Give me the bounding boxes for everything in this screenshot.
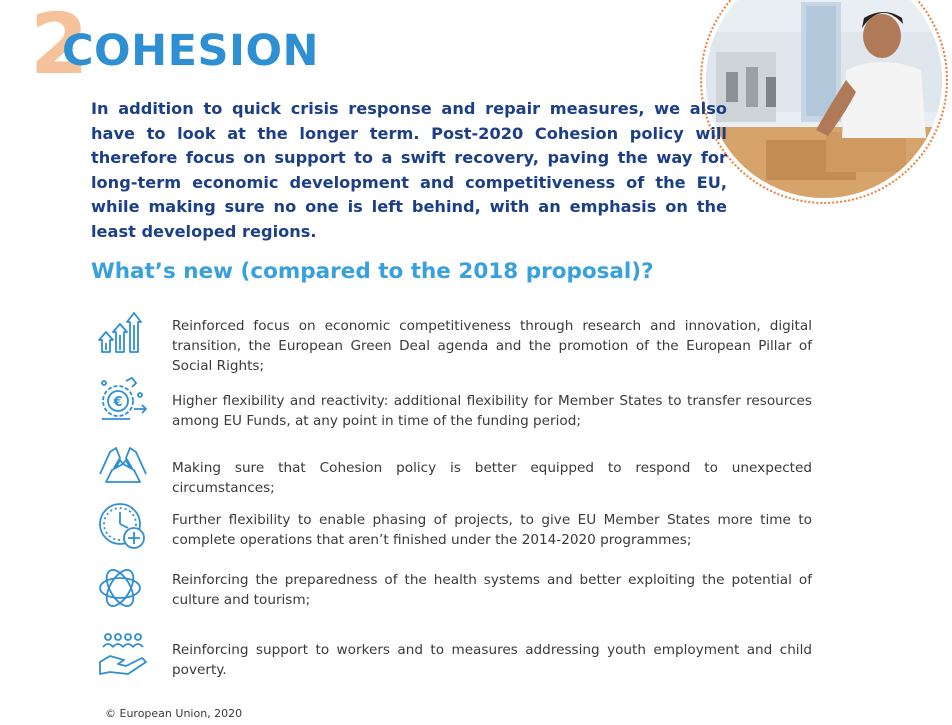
list-item-text: Reinforcing the preparedness of the health systems and better exploiting the potential of culture and tourism; — [172, 572, 812, 608]
list-item-text: Reinforced focus on economic competitiveness through research and innovation, digital transition, the European Green Deal agenda and the promotion of the European Pillar of Social Rights; — [172, 318, 812, 374]
section-title: COHESION — [62, 26, 319, 76]
intro-paragraph: In addition to quick crisis response and repair measures, we also have to look at the longer term. Post-2020 Cohesion policy will therefore focus on support to a swift recovery, paving the way for long-term economic development and competitiveness of the EU, while making sure no one is left behind, with an emphasis on the least developed regions. — [91, 99, 727, 241]
growth-arrows-icon — [96, 310, 150, 364]
section-number: 2 — [30, 0, 89, 93]
knot-icon — [96, 564, 150, 618]
people-hand-icon — [96, 630, 150, 684]
svg-text:€: € — [113, 395, 123, 410]
list-item-text: Further flexibility to enable phasing of projects, to give EU Member States more time to complete operations that aren’t finished under the 2014-2020 programmes; — [172, 512, 812, 548]
helping-hands-icon — [96, 438, 150, 492]
list-item-text: Making sure that Cohesion policy is better equipped to respond to unexpected circumstances; — [172, 460, 812, 496]
worker-photo — [700, 0, 948, 204]
clock-plus-icon — [96, 500, 150, 554]
list-item-text: Higher flexibility and reactivity: additional flexibility for Member States to transfer resources among EU Funds, at any point in time of the funding period; — [172, 393, 812, 429]
copyright-footer: © European Union, 2020 — [105, 707, 243, 720]
list-item-text: Reinforcing support to workers and to measures addressing youth employment and child poverty. — [172, 642, 812, 678]
euro-gear-icon — [96, 375, 150, 429]
whats-new-heading: What’s new (compared to the 2018 proposal)? — [91, 259, 654, 284]
